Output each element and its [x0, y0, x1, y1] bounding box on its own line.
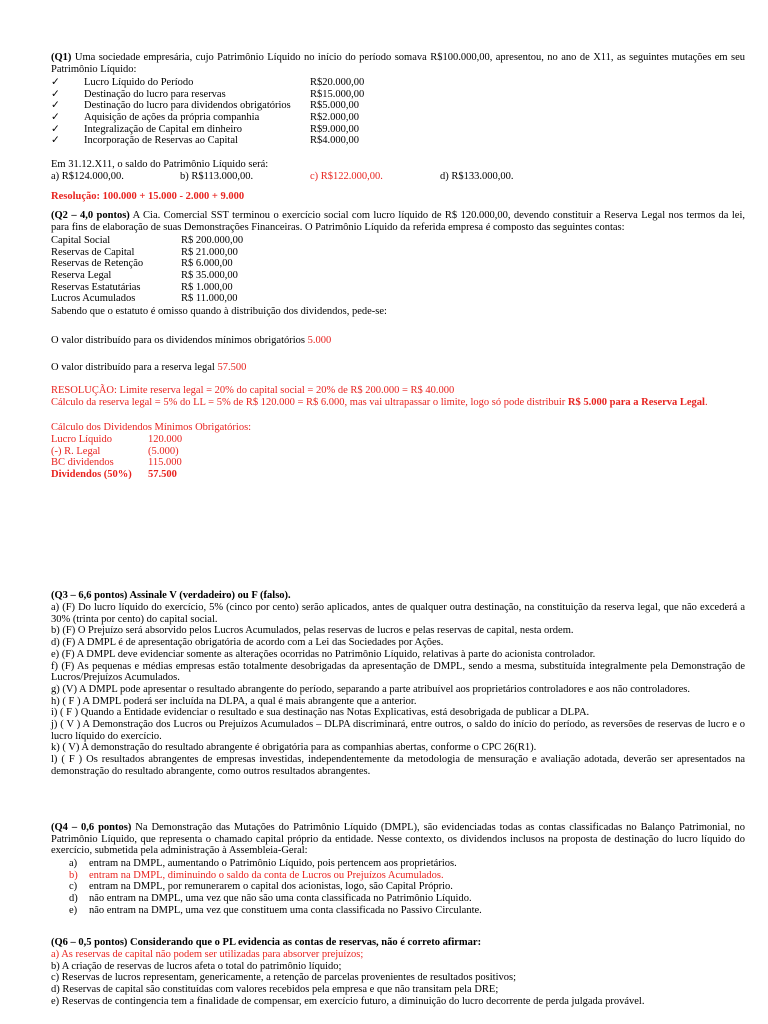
q1-item-value: R$20.000,00 [310, 77, 365, 88]
q4-option-letter: d) [69, 893, 78, 905]
q2-account-row [51, 270, 745, 282]
q4-option-letter: e) [69, 904, 78, 916]
q4-option [51, 858, 745, 870]
q1-item-desc: Destinação do lucro para reservas [84, 88, 226, 100]
q1-item-desc: Incorporação de Reservas ao Capital [84, 135, 238, 147]
q2-account-value: R$ 200.000,00 [181, 235, 244, 246]
q2-resolution-2-bold: R$ 5.000 para a Reserva Legal [567, 397, 705, 408]
q3-title: (Q3 – 6,6 pontos) Assinale V (verdadeiro) ou F (falso). [51, 590, 291, 601]
checkmark-icon: ✓ [51, 100, 60, 112]
q1-item [51, 135, 745, 147]
checkmark-icon: ✓ [51, 77, 60, 88]
q2-account-row [51, 282, 745, 294]
q4-option-letter: c) [69, 881, 78, 893]
q2-account-value: R$ 35.000,00 [181, 270, 238, 282]
checkmark-icon: ✓ [51, 135, 60, 147]
q2-calc-name: Dividendos (50%) [51, 469, 132, 481]
q3-item-d: d) (F) A DMPL é de apresentação obrigatória de acordo com a Lei das Sociedades por Ações. [51, 637, 444, 649]
q6-option-e: e) Reservas de contingencia tem a finalidade de compensar, em exercício futuro, a diminuição do lucro decorrente de perda julgada provável. [51, 995, 645, 1007]
q1-label: (Q1) [51, 52, 72, 63]
q2-account-value: R$ 11.000,00 [181, 293, 238, 305]
q4-option-answer [51, 870, 745, 882]
q6-title: (Q6 – 0,5 pontos) Considerando que o PL evidencia as contas de reservas, não é correto afirmar: [51, 937, 482, 948]
q4-options [51, 858, 745, 916]
q2-account-row [51, 235, 745, 247]
q1-option-d: d) R$133.000,00. [440, 171, 514, 182]
q3-item-k: k) ( V) A demonstração do resultado abrangente é obrigatória para as companhias abertas, conforme o CPC 26(R1). [51, 742, 537, 754]
q1-option-c-answer: c) R$122.000,00. [310, 171, 383, 182]
q6-option-a-answer: a) As reservas de capital não podem ser utilizadas para absorver prejuízos; [51, 949, 364, 960]
q1-item-value: R$2.000,00 [310, 112, 360, 124]
q3-item-h: h) ( F ) A DMPL poderá ser incluída na DLPA, a qual é mais abrangente que a anterior. [51, 695, 417, 707]
q3-item-b: b) (F) O Prejuízo será absorvido pelos Lucros Acumulados, pelas reservas de lucros e pelas reservas de capital, nesta ordem. [51, 625, 574, 637]
q3-item-a: a) (F) Do lucro líquido do exercício, 5% (cinco por cento) serão aplicados, antes de qualquer outra destinação, na constituição da reserva legal, que não excederá a 30% (trinta por cento) do capital social. [51, 602, 745, 625]
q1-option-b: b) R$113.000,00. [180, 171, 254, 182]
q6-option-d: d) Reservas de capital são constituídas com valores recebidos pela empresa e que não transitam pela DRE; [51, 984, 499, 996]
q2-account-name: Capital Social [51, 235, 111, 246]
q1-item [51, 77, 745, 89]
checkmark-icon: ✓ [51, 123, 60, 135]
q2-account-row [51, 247, 745, 259]
q3-item-j: j) ( V ) A Demonstração dos Lucros ou Prejuízos Acumulados – DLPA discriminará, entre outros, o saldo do início do período, as reversões de reservas de lucro e o lucro líquido do exercício. [51, 719, 745, 742]
q3-item-l: l) ( F ) Os resultados abrangentes de empresas investidas, independentemente da metodologia de mensuração e avaliação adotada, deverão ser apresentados na demonstração do resultado abrangente, como outros resultados abrangentes. [51, 754, 745, 777]
q4-label: (Q4 – 0,6 pontos) [51, 822, 132, 833]
q2-account-name: Reserva Legal [51, 270, 112, 282]
q6-option-c: c) Reservas de lucros representam, genericamente, a retenção de parcelas provenientes de resultados positivos; [51, 972, 517, 984]
q1-item-desc: Lucro Líquido do Período [84, 77, 194, 88]
q1-item-desc: Destinação do lucro para dividendos obrigatórios [84, 100, 291, 112]
q6-options [51, 949, 745, 1008]
q6-option-b: b) A criação de reservas de lucros afeta o total do patrimônio líquido; [51, 960, 342, 972]
q2-resolution-2-end: . [704, 397, 708, 408]
q2-calc-title: Cálculo dos Dividendos Mínimos Obrigatórios: [51, 422, 252, 433]
q2-account-name: Reservas de Retenção [51, 258, 144, 270]
q4-option-text: não entram na DMPL, uma vez que não são uma conta classificada no Patrimônio Líquido. [89, 893, 472, 905]
q2-calc-row [51, 457, 745, 469]
q2-calc-row [51, 469, 745, 481]
q1-text: Uma sociedade empresária, cujo Patrimônio Líquido no início do período somava R$100.000,00, apresentou, no ano de X11, as seguintes mutações em seu Patrimônio Líquido: [51, 52, 745, 75]
q2-answer-line-2 [51, 362, 745, 374]
q2-resolution-2 [51, 397, 745, 409]
checkmark-icon: ✓ [51, 88, 60, 100]
q2-calc-value: 115.000 [148, 457, 182, 469]
q4-option-text: entram na DMPL, por remunerarem o capital dos acionistas, logo, são Capital Próprio. [89, 881, 453, 893]
q1-item-desc: Integralização de Capital em dinheiro [84, 123, 243, 135]
q2-calc-value: 120.000 [148, 434, 183, 445]
q2-calc-name: BC dividendos [51, 457, 114, 469]
q2-line2-answer: 57.500 [217, 362, 247, 373]
q1-resolution: Resolução: 100.000 + 15.000 - 2.000 + 9.000 [51, 191, 245, 202]
q4-option [51, 905, 745, 917]
q1-item-value: R$5.000,00 [310, 100, 360, 112]
q4-option [51, 893, 745, 905]
q2-calc-name: Lucro Líquido [51, 434, 112, 445]
q1-option-a: a) R$124.000,00. [51, 171, 124, 182]
q2-label: (Q2 – 4,0 pontos) [51, 210, 130, 221]
q2-account-value: R$ 21.000,00 [181, 246, 238, 258]
q3-items [51, 602, 745, 778]
q1-intro [51, 52, 745, 75]
q3-item-g: g) (V) A DMPL pode apresentar o resultado abrangente do período, separando a parte atribuível aos proprietários controladores e aos não controladores. [51, 683, 691, 695]
q2-line1-answer: 5.000 [307, 335, 332, 346]
q1-item-desc: Aquisição de ações da própria companhia [84, 112, 260, 124]
q4-option-text: entram na DMPL, aumentando o Patrimônio Líquido, pois pertencem aos proprietários. [89, 858, 457, 869]
q2-line2-text: O valor distribuído para a reserva legal [51, 362, 218, 373]
q2-prompt: Sabendo que o estatuto é omisso quando à distribuição dos dividendos, pede-se: [51, 306, 387, 317]
q4-option-letter: b) [69, 869, 78, 881]
q2-calc-name: (-) R. Legal [51, 445, 101, 457]
q1-item-value: R$4.000,00 [310, 135, 360, 147]
q1-options [51, 171, 745, 183]
q4-option-letter: a) [69, 858, 78, 869]
q1-item [51, 112, 745, 124]
q3-item-f: f) (F) As pequenas e médias empresas estão totalmente desobrigadas da apresentação de DMPL, sendo a mesma, substituída integralmente pela Demonstração de Lucros/Prejuízos Acumulados. [51, 660, 745, 684]
q2-calc-row [51, 446, 745, 458]
q1-item-value: R$9.000,00 [310, 123, 360, 135]
q2-line1-text: O valor distribuído para os dividendos mínimos obrigatórios [51, 335, 308, 346]
q2-calc-row [51, 434, 745, 446]
q2-accounts [51, 235, 745, 305]
q1-item [51, 124, 745, 136]
q2-account-row [51, 293, 745, 305]
q2-account-name: Lucros Acumulados [51, 293, 136, 305]
q2-account-value: R$ 6.000,00 [181, 258, 233, 270]
q4-option [51, 881, 745, 893]
q3-item-i: i) ( F ) Quando a Entidade evidenciar o resultado e sua destinação nas Notas Explicativas, está desobrigada de publicar a DLPA. [51, 707, 590, 719]
q1-item [51, 89, 745, 101]
q1-mutations-list [51, 77, 745, 147]
q2-account-name: Reservas Estatutárias [51, 281, 141, 293]
q4-option-text: entram na DMPL, diminuindo o saldo da conta de Lucros ou Prejuízos Acumulados. [89, 869, 444, 881]
q2-answer-line-1 [51, 335, 745, 347]
q2-calc-value: 57.500 [148, 469, 177, 481]
q2-calc-table [51, 434, 745, 481]
q2-resolution-1: RESOLUÇÃO: Limite reserva legal = 20% do capital social = 20% de R$ 200.000 = R$ 40.000 [51, 385, 455, 396]
q2-account-name: Reservas de Capital [51, 246, 135, 258]
q4-text: Na Demonstração das Mutações do Patrimônio Líquido (DMPL), são evidenciadas todas as contas classificadas no Balanço Patrimonial, no Patrimônio Líquido, que representa o chamado capital próprio da entidade. Nesse contexto, os dividendos inclusos na proposta de destinação do lucro líquido do exercício, submetida pela administração à Assembleia-Geral: [51, 822, 745, 857]
checkmark-icon: ✓ [51, 112, 60, 124]
q2-text: A Cia. Comercial SST terminou o exercício social com lucro líquido de R$ 120.000,00, devendo constituir a Reserva Legal nos termos da lei, para fins de elaboração de suas Demonstrações Financeiras. O Patrimônio Líquido da referida empresa é composto das seguintes contas: [51, 210, 745, 233]
q2-resolution-2-text: Cálculo da reserva legal = 5% do LL = 5% de R$ 120.000 = R$ 6.000, mas vai ultrapassar o limite, logo só pode distribuir [51, 397, 568, 408]
q1-question: Em 31.12.X11, o saldo do Patrimônio Líquido será: [51, 159, 269, 170]
q2-intro [51, 210, 745, 233]
q4-option-text: não entram na DMPL, uma vez que constituem uma conta classificada no Passivo Circulante. [89, 904, 482, 916]
q2-account-row [51, 258, 745, 270]
q4-intro [51, 822, 745, 857]
q2-account-value: R$ 1.000,00 [181, 281, 233, 293]
q1-item [51, 100, 745, 112]
q2-calc-value: (5.000) [148, 445, 179, 457]
q3-item-e: e) (F) A DMPL deve evidenciar somente as alterações ocorridas no Patrimônio Líquido, relativas à parte do acionista controlador. [51, 648, 596, 660]
q1-item-value: R$15.000,00 [310, 88, 365, 100]
